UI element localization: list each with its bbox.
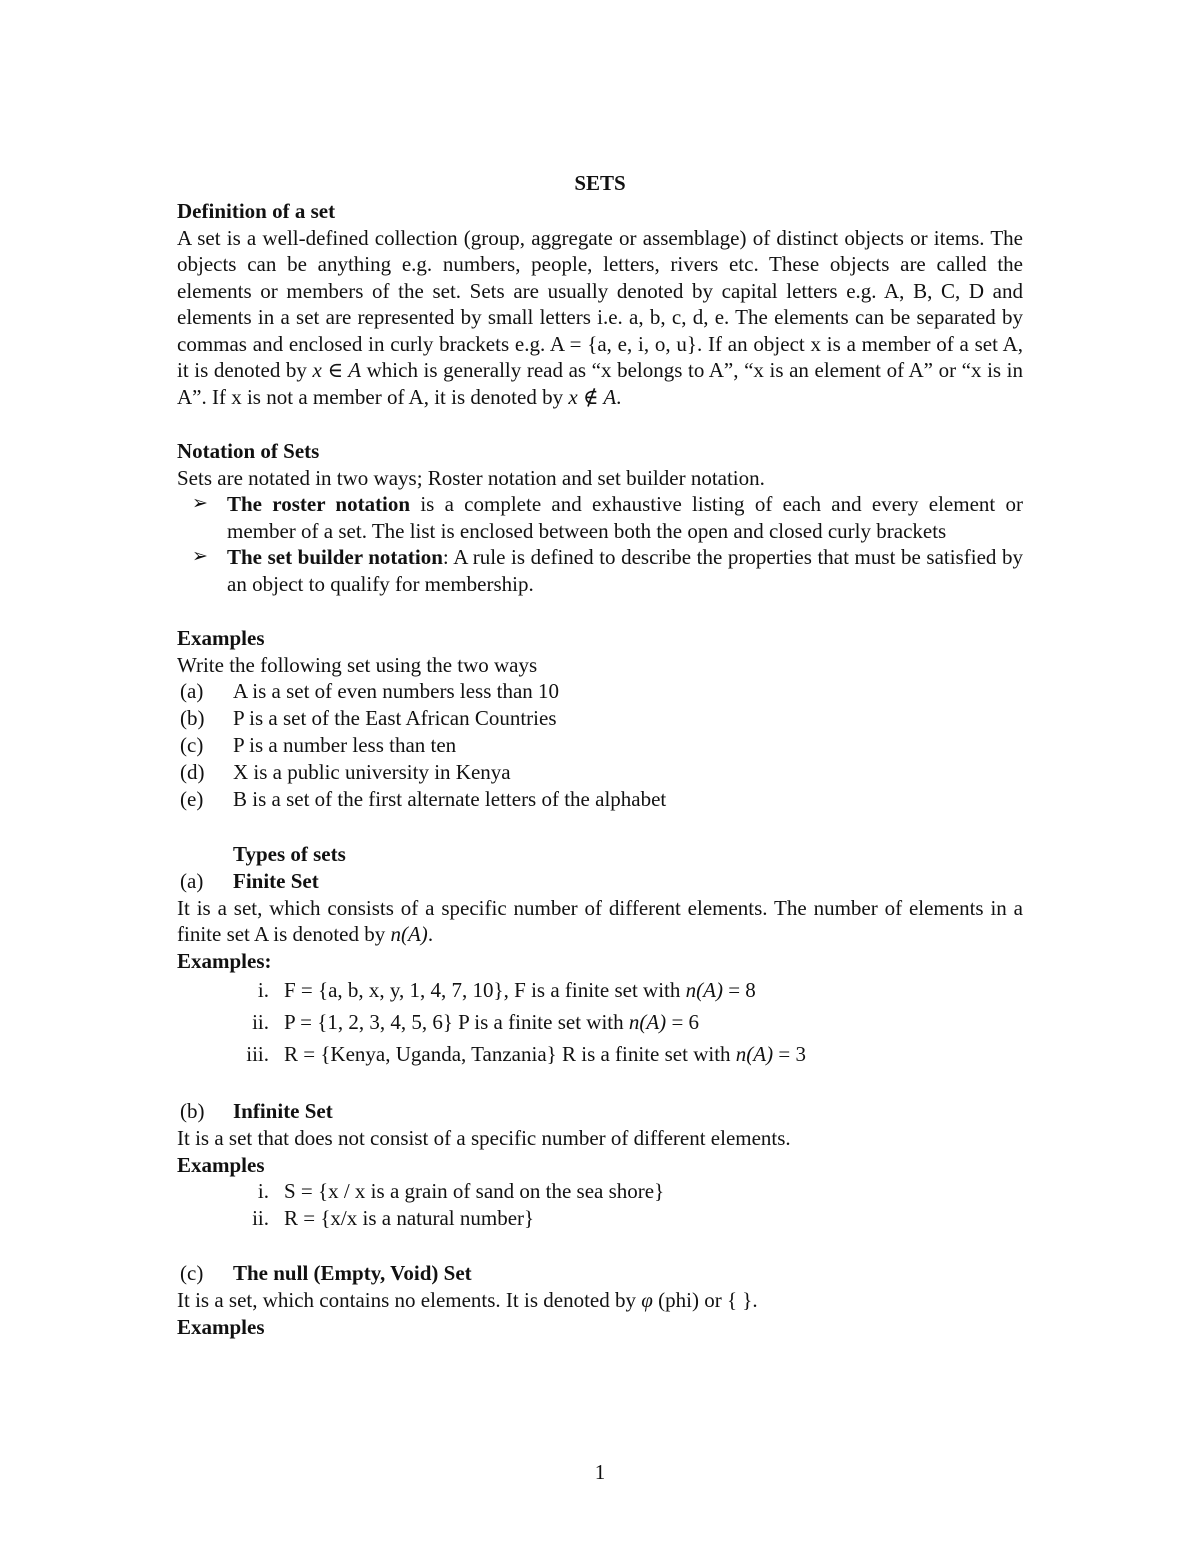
page-content: [177, 170, 1023, 1340]
section-title: The null (Empty, Void) Set: [233, 1261, 472, 1285]
list-item-tail: = 8: [722, 978, 756, 1002]
notation-item-roster: [177, 491, 1023, 544]
finite-text-2: .: [427, 922, 434, 946]
list-item-text: R = {x/x is a natural number}: [284, 1206, 535, 1230]
list-item-text: A is a set of even numbers less than 10: [233, 679, 560, 703]
types-heading: Types of sets: [233, 842, 346, 866]
list-item-text: P is a number less than ten: [233, 733, 457, 757]
list-item-label: i.: [257, 1179, 269, 1203]
section-label: (a): [180, 868, 204, 893]
list-item-text: B is a set of the first alternate letters of the alphabet: [233, 787, 667, 811]
list-item: [177, 786, 1023, 813]
math-cardinality: n(A): [628, 1010, 667, 1034]
list-item-label: (e): [180, 787, 204, 811]
list-item-text: X is a public university in Kenya: [233, 760, 511, 784]
math-not-element-of: x ∉ A: [568, 384, 617, 409]
notation-item-text: is a complete and exhaustive listing of each and every element or member of a set. The list is enclosed between both the open and closed curly brackets: [227, 492, 1023, 543]
examples-list: [177, 678, 1023, 813]
list-item: [177, 759, 1023, 786]
null-set-heading: [177, 1260, 1023, 1287]
list-item-text: P is a set of the East African Countries: [233, 706, 557, 730]
infinite-examples-heading: Examples: [177, 1152, 265, 1177]
notation-item-bold: The roster notation: [227, 492, 411, 516]
null-text-2: (phi) or { }.: [652, 1288, 758, 1312]
list-item: [177, 732, 1023, 759]
list-item: [177, 1205, 1023, 1232]
null-text-1: It is a set, which contains no elements. It is denoted by: [177, 1288, 642, 1312]
finite-examples-heading: Examples:: [177, 948, 272, 973]
notation-item-builder: [177, 544, 1023, 597]
arrow-bullet-icon: ➢: [192, 546, 208, 567]
list-item-label: ii.: [252, 1010, 269, 1034]
page-title: SETS: [574, 171, 626, 195]
examples-intro: Write the following set using the two ways: [177, 652, 538, 677]
list-item-tail: = 6: [666, 1010, 700, 1034]
list-item-label: (a): [180, 679, 204, 703]
finite-examples-list: [177, 974, 1023, 1070]
math-element-of: x ∈ A: [312, 358, 362, 382]
list-item-label: ii.: [252, 1206, 269, 1230]
list-item-text: S = {x / x is a grain of sand on the sea shore}: [284, 1179, 665, 1203]
list-item-label: i.: [257, 978, 269, 1002]
list-item-text: F = {a, b, x, y, 1, 4, 7, 10}, F is a finite set with: [284, 978, 686, 1002]
section-label: (c): [180, 1261, 204, 1285]
list-item-label: (d): [180, 760, 205, 784]
list-item-label: (b): [180, 706, 205, 730]
infinite-set-paragraph: It is a set that does not consist of a specific number of different elements.: [177, 1126, 791, 1150]
list-item-tail: = 3: [773, 1042, 806, 1066]
list-item: [177, 1178, 1023, 1205]
math-cardinality: n(A): [735, 1042, 774, 1066]
list-item: [177, 1006, 1023, 1038]
list-item-label: iii.: [246, 1042, 269, 1066]
math-phi: φ: [641, 1288, 653, 1312]
list-item-text: R = {Kenya, Uganda, Tanzania} R is a finite set with: [284, 1042, 736, 1066]
finite-set-paragraph: [177, 895, 1023, 948]
section-title: Finite Set: [233, 868, 319, 893]
list-item-label: (c): [180, 733, 204, 757]
list-item: [177, 705, 1023, 732]
definition-paragraph: [177, 225, 1023, 411]
list-item: [177, 678, 1023, 705]
definition-text-2: which is generally read as “x belongs to A”, “x is an element of A” or “x is in A”. If x is not a member of A, it is denoted by: [177, 358, 1023, 409]
notation-list: [177, 491, 1023, 597]
definition-text-1: A set is a well-defined collection (group, aggregate or assemblage) of distinct objects or items. The objects can be anything e.g. numbers, people, letters, rivers etc. These objects are called the elements or members of the set. Sets are usually denoted by capital letters e.g. A, B, C, D and elements in a set are represented by small letters i.e. a, b, c, d, e. The elements can be separated by commas and enclosed in curly brackets e.g. A = {a, e, i, o, u}. If an object x is a member of a set A, it is denoted by: [177, 225, 1023, 382]
definition-heading: Definition of a set: [177, 199, 336, 223]
definition-text-3: .: [616, 384, 622, 409]
finite-text-1: It is a set, which consists of a specific number of different elements. The number of elements in a finite set A is denoted by: [177, 895, 1023, 946]
notation-intro: Sets are notated in two ways; Roster notation and set builder notation.: [177, 465, 765, 490]
section-label: (b): [180, 1099, 205, 1123]
list-item-text: P = {1, 2, 3, 4, 5, 6} P is a finite set with: [284, 1010, 629, 1034]
examples-heading: Examples: [177, 626, 265, 650]
list-item: [177, 1038, 1023, 1070]
page-number: 1: [594, 1460, 606, 1484]
list-item: [177, 974, 1023, 1006]
null-set-paragraph: [177, 1287, 1023, 1314]
infinite-examples-list: [177, 1178, 1023, 1232]
math-cardinality: n(A): [390, 922, 428, 946]
section-title: Infinite Set: [233, 1099, 333, 1123]
notation-item-text: : A rule is defined to describe the properties that must be satisfied by an object to qualify for membership.: [227, 545, 1023, 596]
infinite-set-heading: [177, 1098, 1023, 1125]
notation-item-bold: The set builder notation: [227, 545, 443, 569]
arrow-bullet-icon: ➢: [192, 493, 208, 514]
null-examples-heading: Examples: [177, 1314, 265, 1339]
notation-heading: Notation of Sets: [177, 439, 320, 463]
finite-set-heading: [177, 868, 1023, 895]
math-cardinality: n(A): [685, 978, 723, 1002]
